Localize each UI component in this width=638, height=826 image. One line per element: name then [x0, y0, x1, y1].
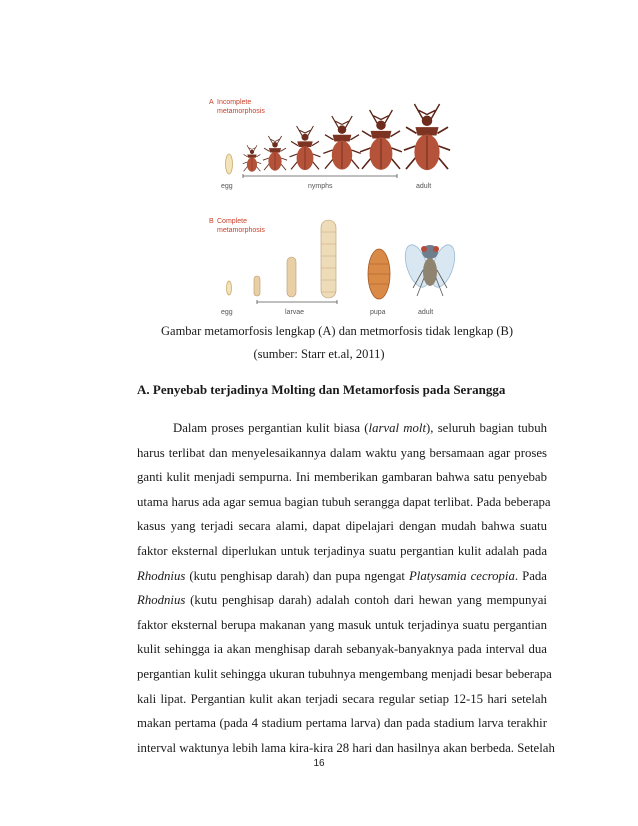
paragraph-line [137, 637, 547, 662]
figure-source: (sumber: Starr et.al, 2011) [253, 347, 385, 361]
paragraph-line [137, 564, 547, 589]
text-span: (kutu penghisap darah) adalah contoh dari hewan yang mempunyai [185, 593, 547, 608]
nymph-3 [290, 126, 321, 170]
text-span: . Pada [514, 568, 547, 583]
larva-3 [321, 220, 336, 298]
stage-adult-a: adult [416, 183, 432, 190]
paragraph-line [137, 687, 547, 712]
italic-term: Platysamia cecropia [408, 568, 515, 583]
panel-a-title-line2: metamorphosis [217, 108, 265, 115]
text-span: kali lipat. Pergantian kulit akan terjadi secara regular setiap 12-15 hari setelah [137, 691, 547, 706]
panel-b-title-line2: metamorphosis [217, 227, 265, 234]
nymph-1 [243, 145, 261, 171]
nymphs-bracket [243, 174, 397, 178]
egg-b [227, 281, 232, 295]
panel-a-title-line1: Incomplete [217, 99, 252, 106]
stage-egg-a: egg [221, 183, 233, 190]
text-span: faktor eksternal berupa makanan yang masuk untuk terjadinya suatu pergantian [137, 617, 547, 632]
text-span: ganti kulit menjadi sempurna. Ini memberikan gambaran bahwa satu penyebab [137, 470, 547, 485]
stage-egg-b: egg [221, 309, 233, 316]
stage-adult-b: adult [418, 309, 434, 316]
italic-term: Rhodnius [137, 568, 186, 583]
paragraph-line [137, 711, 547, 736]
text-span: ), seluruh bagian tubuh [426, 421, 547, 435]
paragraph-line [137, 416, 547, 441]
paragraph-line [137, 514, 547, 539]
text-span: (kutu penghisap darah) dan pupa ngengat [185, 568, 409, 583]
metamorphosis-figure [205, 92, 465, 320]
text-span: kasus yang terjadi secara alami, dapat dipelajari dengan mudah bahwa suatu [137, 519, 547, 534]
paragraph-line [137, 662, 552, 687]
paragraph-line [137, 490, 551, 515]
paragraph-line [137, 539, 547, 564]
panel-a-letter: A [209, 99, 214, 106]
paragraph-line [137, 613, 547, 638]
paragraph-line [137, 588, 547, 613]
body-paragraph [137, 416, 555, 760]
text-span: pergantian kulit sehingga ukuran tubuhnya mengembang menjadi besar beberapa [137, 666, 552, 681]
text-span: harus terlibat dan menyelesaikannya dalam waktu yang bersamaan agar proses [137, 445, 547, 460]
text-span: faktor eksternal diperlukan untuk terjadinya suatu pergantian kulit adalah pada [137, 543, 547, 558]
stage-larvae: larvae [285, 309, 305, 316]
metamorphosis-illustration [205, 92, 465, 320]
larva-2 [287, 257, 296, 297]
nymph-2 [263, 136, 287, 171]
adult-bug [404, 104, 450, 170]
larvae-bracket [257, 300, 337, 304]
text-span: Dalam proses pergantian kulit biasa ( [173, 421, 369, 435]
text-span: utama harus ada agar semua bagian tubuh serangga dapat terlibat. Pada beberapa [137, 494, 551, 509]
nymph-5 [360, 110, 402, 170]
paragraph-line [137, 465, 547, 490]
paragraph-line [137, 441, 547, 466]
egg-a [226, 154, 233, 174]
stage-pupa: pupa [370, 309, 386, 316]
adult-fly [401, 242, 460, 296]
stage-nymphs: nymphs [308, 183, 333, 190]
italic-term: Rhodnius [137, 593, 186, 608]
italic-term: larval molt [368, 421, 427, 435]
page-number: 16 [313, 758, 325, 769]
paragraph-line [137, 736, 555, 761]
text-span: kulit sehingga ia akan menghisap darah sebanyak-banyaknya pada interval dua [137, 642, 547, 657]
figure-caption: Gambar metamorfosis lengkap (A) dan metmorfosis tidak lengkap (B) [161, 324, 513, 338]
section-heading: A. Penyebab terjadinya Molting dan Metamorfosis pada Serangga [137, 382, 506, 397]
nymph-4 [323, 116, 360, 170]
panel-b-title-line1: Complete [217, 218, 247, 225]
text-span: makan pertama (pada 4 stadium pertama larva) dan pada stadium larva terakhir [137, 716, 547, 731]
panel-b-letter: B [209, 218, 214, 225]
larva-1 [254, 276, 260, 296]
text-span: interval waktunya lebih lama kira-kira 28 hari dan hasilnya akan berbeda. Setelah [137, 740, 555, 755]
